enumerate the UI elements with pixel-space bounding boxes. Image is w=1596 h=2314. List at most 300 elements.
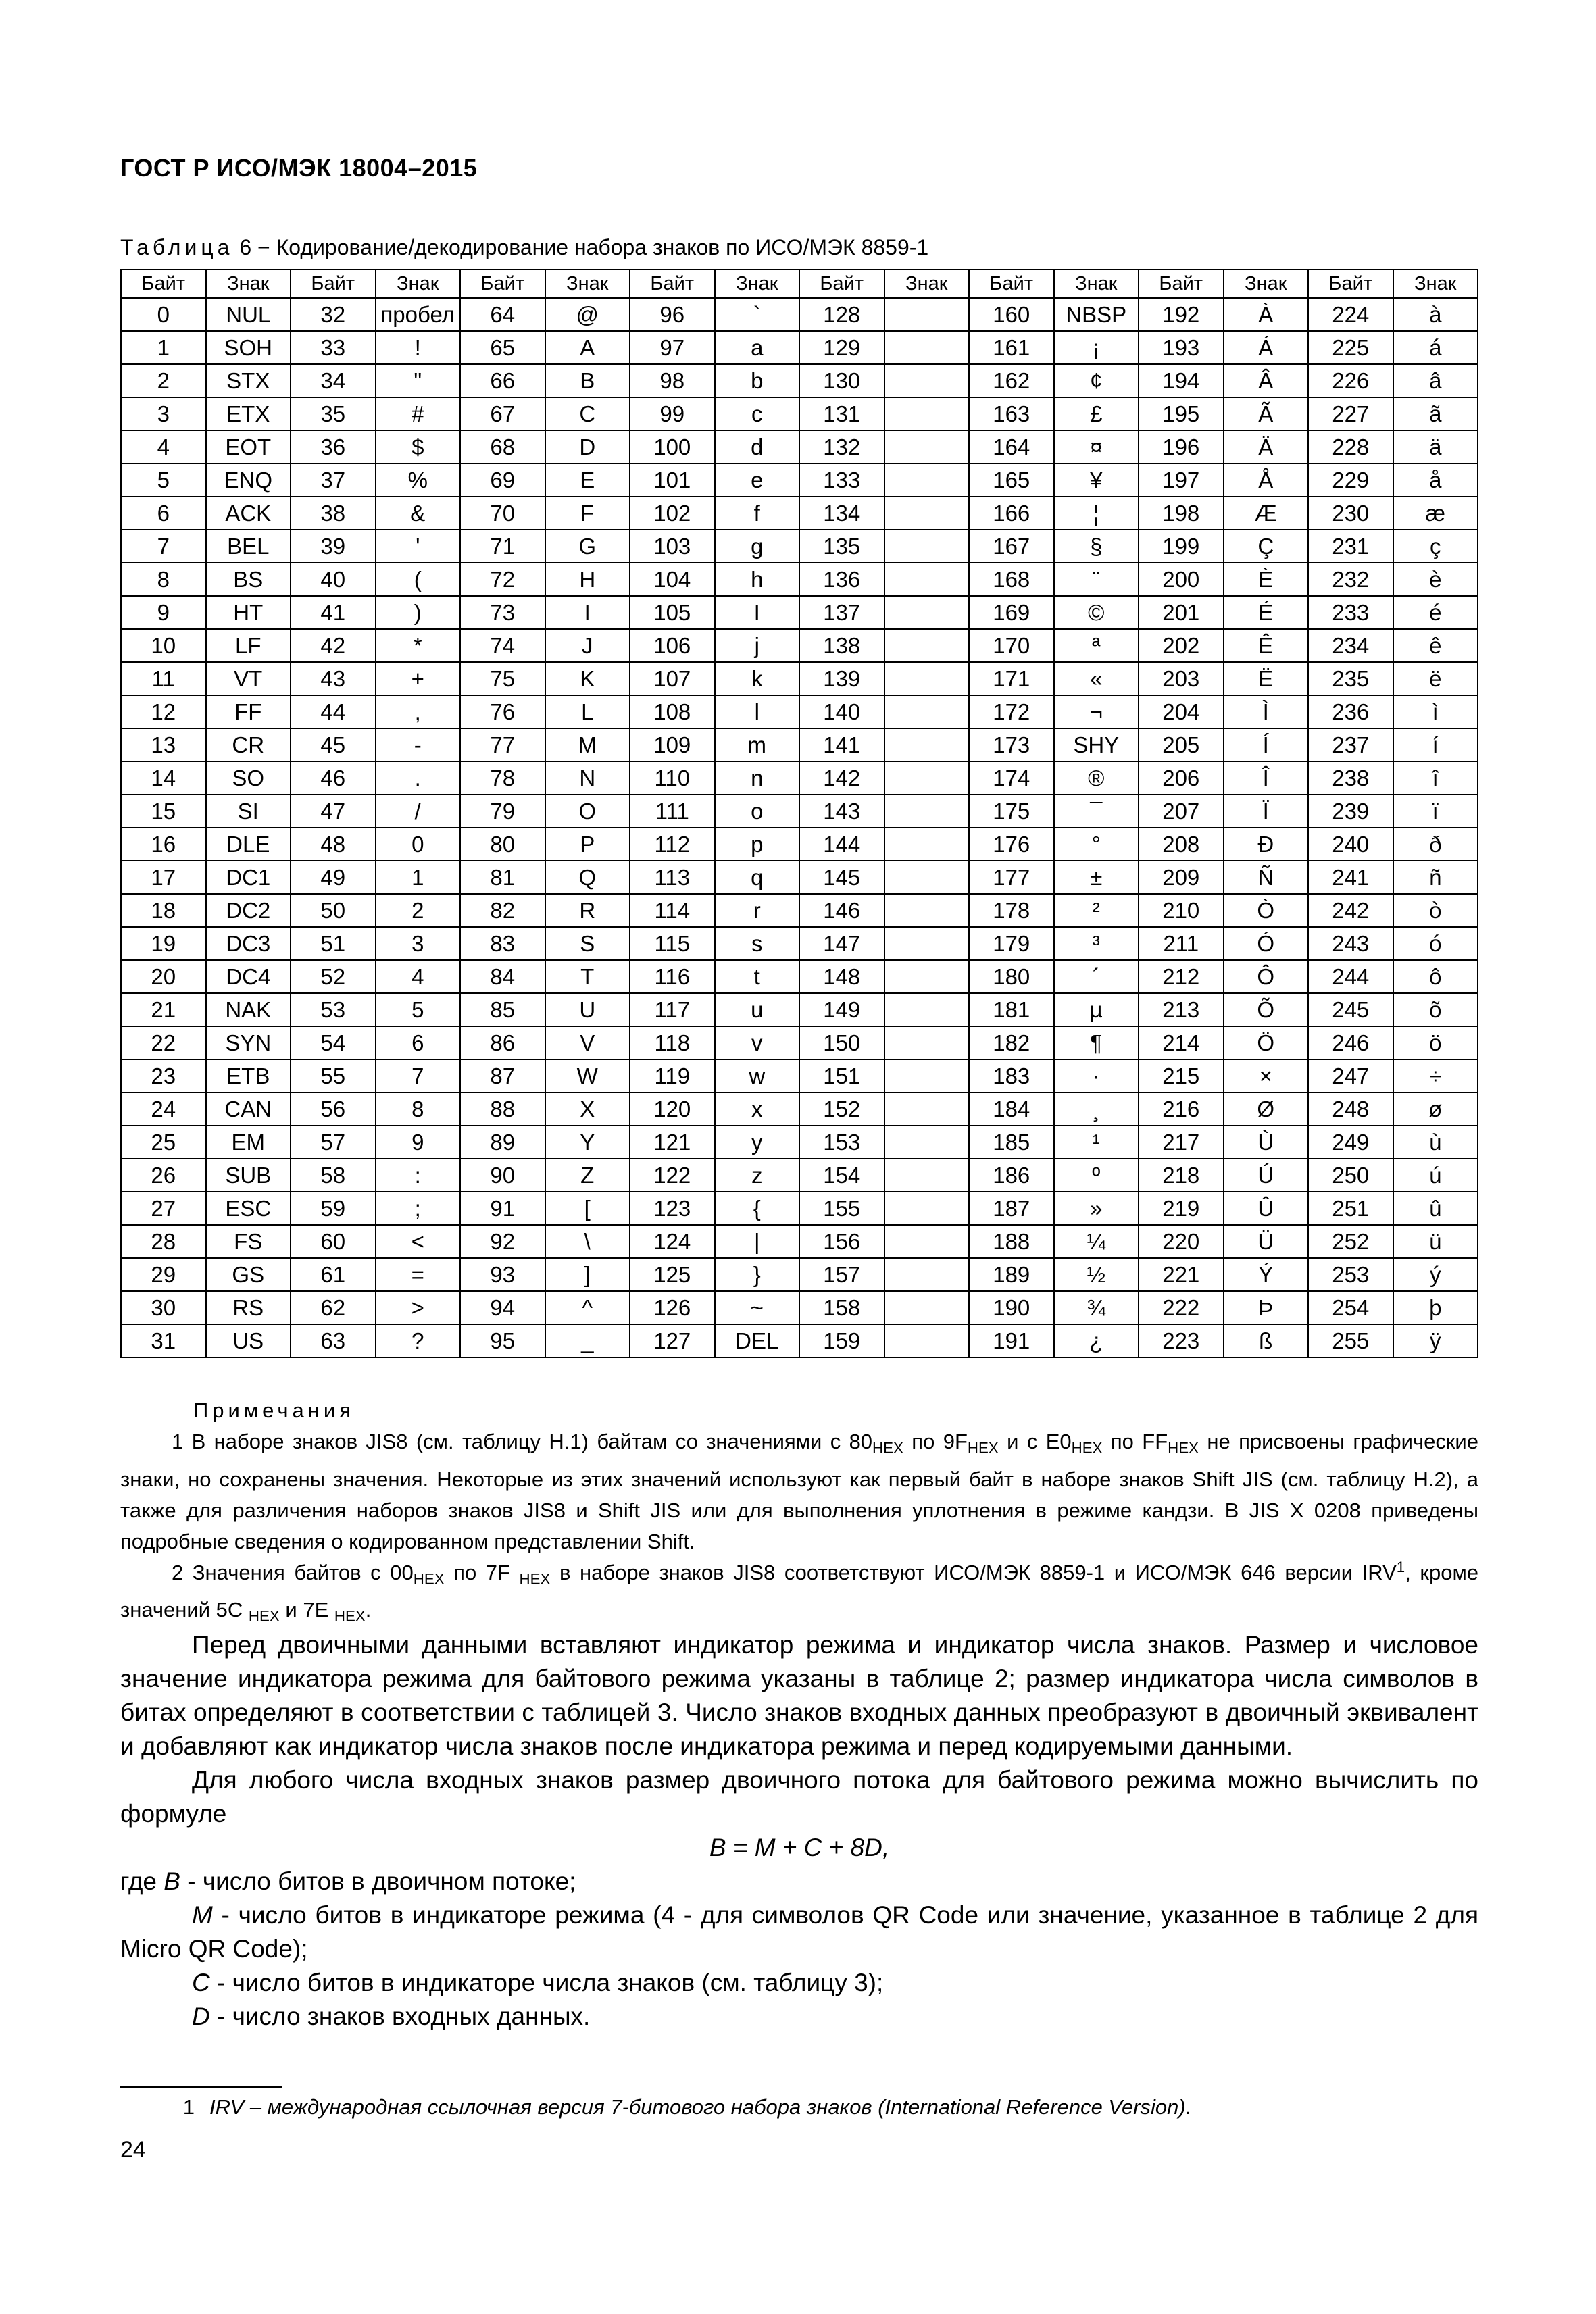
table-row — [121, 1026, 1478, 1059]
header-char: Знак — [884, 270, 970, 298]
char-cell: a — [715, 331, 800, 364]
char-cell: E — [545, 463, 630, 497]
byte-cell: 183 — [969, 1059, 1054, 1092]
note-2-text-e: и 7E — [279, 1598, 334, 1622]
char-cell: 9 — [376, 1126, 461, 1159]
byte-cell: 92 — [460, 1225, 545, 1258]
byte-cell: 86 — [460, 1026, 545, 1059]
byte-cell: 145 — [799, 861, 884, 894]
byte-cell: 163 — [969, 397, 1054, 430]
char-cell: ¾ — [1054, 1291, 1139, 1324]
byte-cell: 88 — [460, 1092, 545, 1126]
table-row — [121, 894, 1478, 927]
char-cell: q — [715, 861, 800, 894]
byte-cell: 206 — [1139, 761, 1224, 795]
char-cell: = — [376, 1258, 461, 1291]
char-cell: RS — [206, 1291, 291, 1324]
char-cell: ( — [376, 563, 461, 596]
byte-cell: 74 — [460, 629, 545, 662]
char-cell: Ü — [1224, 1225, 1309, 1258]
byte-cell: 99 — [630, 397, 715, 430]
char-cell — [884, 497, 970, 530]
char-cell: ä — [1393, 430, 1478, 463]
char-cell: c — [715, 397, 800, 430]
char-cell: X — [545, 1092, 630, 1126]
byte-cell: 25 — [121, 1126, 206, 1159]
byte-cell: 177 — [969, 861, 1054, 894]
byte-cell: 223 — [1139, 1324, 1224, 1357]
byte-cell: 202 — [1139, 629, 1224, 662]
char-cell: p — [715, 828, 800, 861]
char-cell: FS — [206, 1225, 291, 1258]
char-cell: US — [206, 1324, 291, 1357]
byte-cell: 114 — [630, 894, 715, 927]
char-cell: EM — [206, 1126, 291, 1159]
char-cell: / — [376, 795, 461, 828]
byte-cell: 100 — [630, 430, 715, 463]
byte-cell: 40 — [291, 563, 376, 596]
table-row — [121, 861, 1478, 894]
char-cell: Ú — [1224, 1159, 1309, 1192]
byte-cell: 250 — [1308, 1159, 1393, 1192]
byte-cell: 60 — [291, 1225, 376, 1258]
char-cell: EOT — [206, 430, 291, 463]
byte-cell: 152 — [799, 1092, 884, 1126]
char-cell: å — [1393, 463, 1478, 497]
char-cell: ¿ — [1054, 1324, 1139, 1357]
char-cell: ö — [1393, 1026, 1478, 1059]
byte-cell: 96 — [630, 298, 715, 331]
byte-cell: 67 — [460, 397, 545, 430]
byte-cell: 22 — [121, 1026, 206, 1059]
byte-cell: 7 — [121, 530, 206, 563]
table-row — [121, 795, 1478, 828]
byte-cell: 214 — [1139, 1026, 1224, 1059]
char-cell: Ã — [1224, 397, 1309, 430]
char-cell: \ — [545, 1225, 630, 1258]
byte-cell: 126 — [630, 1291, 715, 1324]
var-m: M — [192, 1901, 213, 1929]
byte-cell: 224 — [1308, 298, 1393, 331]
char-cell: P — [545, 828, 630, 861]
byte-cell: 91 — [460, 1192, 545, 1225]
byte-cell: 116 — [630, 960, 715, 993]
byte-cell: 19 — [121, 927, 206, 960]
note-2-text-f: . — [365, 1598, 372, 1622]
char-cell: VT — [206, 662, 291, 695]
byte-cell: 77 — [460, 728, 545, 761]
byte-cell: 169 — [969, 596, 1054, 629]
byte-cell: 141 — [799, 728, 884, 761]
char-cell: g — [715, 530, 800, 563]
char-cell: Ö — [1224, 1026, 1309, 1059]
byte-cell: 201 — [1139, 596, 1224, 629]
char-cell: D — [545, 430, 630, 463]
byte-cell: 171 — [969, 662, 1054, 695]
char-cell: DC3 — [206, 927, 291, 960]
char-cell: × — [1224, 1059, 1309, 1092]
table-row — [121, 960, 1478, 993]
char-cell: 8 — [376, 1092, 461, 1126]
char-cell: O — [545, 795, 630, 828]
byte-cell: 236 — [1308, 695, 1393, 728]
char-cell: F — [545, 497, 630, 530]
byte-cell: 213 — [1139, 993, 1224, 1026]
byte-cell: 238 — [1308, 761, 1393, 795]
byte-cell: 198 — [1139, 497, 1224, 530]
char-cell: Y — [545, 1126, 630, 1159]
table-row — [121, 1092, 1478, 1126]
byte-cell: 246 — [1308, 1026, 1393, 1059]
byte-cell: 117 — [630, 993, 715, 1026]
char-cell: ¶ — [1054, 1026, 1139, 1059]
byte-cell: 148 — [799, 960, 884, 993]
char-cell: 4 — [376, 960, 461, 993]
byte-cell: 251 — [1308, 1192, 1393, 1225]
char-cell: © — [1054, 596, 1139, 629]
byte-cell: 189 — [969, 1258, 1054, 1291]
byte-cell: 226 — [1308, 364, 1393, 397]
char-cell — [884, 927, 970, 960]
char-cell: n — [715, 761, 800, 795]
byte-cell: 185 — [969, 1126, 1054, 1159]
byte-cell: 33 — [291, 331, 376, 364]
byte-cell: 6 — [121, 497, 206, 530]
char-cell: + — [376, 662, 461, 695]
byte-cell: 18 — [121, 894, 206, 927]
char-cell: ESC — [206, 1192, 291, 1225]
char-cell: 7 — [376, 1059, 461, 1092]
byte-cell: 106 — [630, 629, 715, 662]
byte-cell: 53 — [291, 993, 376, 1026]
note-1-text-d: по FF — [1102, 1430, 1168, 1453]
table-row — [121, 1059, 1478, 1092]
byte-cell: 80 — [460, 828, 545, 861]
char-cell: À — [1224, 298, 1309, 331]
header-char: Знак — [1224, 270, 1309, 298]
char-cell: DC1 — [206, 861, 291, 894]
byte-cell: 75 — [460, 662, 545, 695]
char-cell — [884, 894, 970, 927]
char-cell: GS — [206, 1258, 291, 1291]
byte-cell: 210 — [1139, 894, 1224, 927]
char-cell: I — [545, 596, 630, 629]
char-cell — [884, 364, 970, 397]
byte-cell: 84 — [460, 960, 545, 993]
byte-cell: 71 — [460, 530, 545, 563]
byte-cell: 123 — [630, 1192, 715, 1225]
byte-cell: 95 — [460, 1324, 545, 1357]
char-cell — [884, 1225, 970, 1258]
footnote-text: IRV – международная ссылочная версия 7-битового набора знаков (International Reference Version). — [209, 2095, 1192, 2119]
byte-cell: 122 — [630, 1159, 715, 1192]
byte-cell: 205 — [1139, 728, 1224, 761]
byte-cell: 134 — [799, 497, 884, 530]
char-cell: Í — [1224, 728, 1309, 761]
char-cell: µ — [1054, 993, 1139, 1026]
char-cell: s — [715, 927, 800, 960]
byte-cell: 121 — [630, 1126, 715, 1159]
byte-cell: 61 — [291, 1258, 376, 1291]
char-cell — [884, 430, 970, 463]
header-byte: Байт — [291, 270, 376, 298]
byte-cell: 83 — [460, 927, 545, 960]
char-cell: ¥ — [1054, 463, 1139, 497]
char-cell: W — [545, 1059, 630, 1092]
note-1 — [120, 1426, 1478, 1557]
byte-cell: 248 — [1308, 1092, 1393, 1126]
header-char: Знак — [715, 270, 800, 298]
byte-cell: 102 — [630, 497, 715, 530]
byte-cell: 79 — [460, 795, 545, 828]
byte-cell: 191 — [969, 1324, 1054, 1357]
byte-cell: 253 — [1308, 1258, 1393, 1291]
byte-cell: 138 — [799, 629, 884, 662]
table-row — [121, 761, 1478, 795]
char-cell — [884, 761, 970, 795]
byte-cell: 239 — [1308, 795, 1393, 828]
char-cell: û — [1393, 1192, 1478, 1225]
byte-cell: 172 — [969, 695, 1054, 728]
byte-cell: 17 — [121, 861, 206, 894]
byte-cell: 179 — [969, 927, 1054, 960]
byte-cell: 78 — [460, 761, 545, 795]
byte-cell: 182 — [969, 1026, 1054, 1059]
byte-cell: 41 — [291, 596, 376, 629]
document-header: ГОСТ Р ИСО/МЭК 18004–2015 — [120, 154, 478, 182]
byte-cell: 2 — [121, 364, 206, 397]
byte-cell: 112 — [630, 828, 715, 861]
char-cell: DC2 — [206, 894, 291, 927]
char-cell: ¢ — [1054, 364, 1139, 397]
byte-cell: 247 — [1308, 1059, 1393, 1092]
byte-cell: 176 — [969, 828, 1054, 861]
table-row — [121, 364, 1478, 397]
char-cell: _ — [545, 1324, 630, 1357]
byte-cell: 144 — [799, 828, 884, 861]
char-cell: ô — [1393, 960, 1478, 993]
char-cell: ¦ — [1054, 497, 1139, 530]
byte-cell: 196 — [1139, 430, 1224, 463]
byte-cell: 85 — [460, 993, 545, 1026]
byte-cell: 23 — [121, 1059, 206, 1092]
byte-cell: 158 — [799, 1291, 884, 1324]
byte-cell: 166 — [969, 497, 1054, 530]
table-row — [121, 430, 1478, 463]
char-cell: Ð — [1224, 828, 1309, 861]
char-cell: H — [545, 563, 630, 596]
char-cell: STX — [206, 364, 291, 397]
where-d — [120, 2000, 1478, 2034]
byte-cell: 165 — [969, 463, 1054, 497]
byte-cell: 170 — [969, 629, 1054, 662]
char-cell: á — [1393, 331, 1478, 364]
char-cell: B — [545, 364, 630, 397]
char-cell: b — [715, 364, 800, 397]
header-byte: Байт — [969, 270, 1054, 298]
byte-cell: 135 — [799, 530, 884, 563]
byte-cell: 194 — [1139, 364, 1224, 397]
byte-cell: 94 — [460, 1291, 545, 1324]
char-cell: Ï — [1224, 795, 1309, 828]
where-m-text: - число битов в индикаторе режима (4 - для символов QR Code или значение, указанное в таблице 2 для Micro QR Code); — [120, 1901, 1478, 1963]
char-cell: í — [1393, 728, 1478, 761]
char-cell: CAN — [206, 1092, 291, 1126]
char-cell: Þ — [1224, 1291, 1309, 1324]
table-row — [121, 629, 1478, 662]
byte-cell: 27 — [121, 1192, 206, 1225]
byte-cell: 187 — [969, 1192, 1054, 1225]
var-d: D — [192, 2003, 210, 2030]
byte-cell: 119 — [630, 1059, 715, 1092]
byte-cell: 190 — [969, 1291, 1054, 1324]
char-cell: w — [715, 1059, 800, 1092]
byte-cell: 72 — [460, 563, 545, 596]
var-b: B — [164, 1867, 180, 1895]
char-cell: R — [545, 894, 630, 927]
byte-cell: 3 — [121, 397, 206, 430]
byte-cell: 234 — [1308, 629, 1393, 662]
byte-cell: 181 — [969, 993, 1054, 1026]
table-row — [121, 497, 1478, 530]
char-cell: Ò — [1224, 894, 1309, 927]
byte-cell: 8 — [121, 563, 206, 596]
byte-cell: 140 — [799, 695, 884, 728]
char-cell: 1 — [376, 861, 461, 894]
char-cell: ü — [1393, 1225, 1478, 1258]
char-cell: è — [1393, 563, 1478, 596]
char-cell: f — [715, 497, 800, 530]
byte-cell: 254 — [1308, 1291, 1393, 1324]
byte-cell: 164 — [969, 430, 1054, 463]
char-cell — [884, 1092, 970, 1126]
char-cell: o — [715, 795, 800, 828]
byte-cell: 228 — [1308, 430, 1393, 463]
page-number: 24 — [120, 2137, 146, 2163]
byte-cell: 32 — [291, 298, 376, 331]
char-cell: BS — [206, 563, 291, 596]
char-cell: » — [1054, 1192, 1139, 1225]
char-cell: Â — [1224, 364, 1309, 397]
char-cell — [884, 662, 970, 695]
byte-cell: 29 — [121, 1258, 206, 1291]
char-cell: A — [545, 331, 630, 364]
table-row — [121, 1159, 1478, 1192]
char-cell: " — [376, 364, 461, 397]
byte-cell: 219 — [1139, 1192, 1224, 1225]
char-cell: ë — [1393, 662, 1478, 695]
char-cell: K — [545, 662, 630, 695]
char-cell: ½ — [1054, 1258, 1139, 1291]
footnote-divider — [120, 2086, 282, 2088]
char-cell: Ù — [1224, 1126, 1309, 1159]
char-cell: SYN — [206, 1026, 291, 1059]
char-cell: m — [715, 728, 800, 761]
char-cell: SOH — [206, 331, 291, 364]
byte-cell: 39 — [291, 530, 376, 563]
char-cell: æ — [1393, 497, 1478, 530]
byte-cell: 207 — [1139, 795, 1224, 828]
header-char: Знак — [376, 270, 461, 298]
char-cell — [884, 695, 970, 728]
byte-cell: 143 — [799, 795, 884, 828]
char-cell: Z — [545, 1159, 630, 1192]
byte-cell: 55 — [291, 1059, 376, 1092]
char-cell: ^ — [545, 1291, 630, 1324]
char-cell: Ç — [1224, 530, 1309, 563]
table-row — [121, 298, 1478, 331]
char-cell: @ — [545, 298, 630, 331]
hex-subscript: HEX — [519, 1570, 551, 1588]
char-cell: º — [1054, 1159, 1139, 1192]
hex-subscript: HEX — [248, 1608, 280, 1626]
byte-cell: 45 — [291, 728, 376, 761]
char-cell: SUB — [206, 1159, 291, 1192]
char-cell: { — [715, 1192, 800, 1225]
header-char: Знак — [1393, 270, 1478, 298]
byte-cell: 174 — [969, 761, 1054, 795]
table-row — [121, 463, 1478, 497]
char-cell: õ — [1393, 993, 1478, 1026]
byte-cell: 159 — [799, 1324, 884, 1357]
char-cell: ³ — [1054, 927, 1139, 960]
char-cell: L — [545, 695, 630, 728]
byte-cell: 153 — [799, 1126, 884, 1159]
char-cell — [884, 331, 970, 364]
header-byte: Байт — [1139, 270, 1224, 298]
byte-cell: 225 — [1308, 331, 1393, 364]
byte-cell: 208 — [1139, 828, 1224, 861]
char-cell — [884, 563, 970, 596]
byte-cell: 98 — [630, 364, 715, 397]
formula: B = M + C + 8D, — [709, 1834, 890, 1861]
char-cell: ` — [715, 298, 800, 331]
note-2-text-b: по 7F — [444, 1560, 520, 1584]
char-cell: NUL — [206, 298, 291, 331]
note-1-text-a: 1 В наборе знаков JIS8 (см. таблицу Н.1) байтам со значениями с 80 — [172, 1430, 873, 1453]
char-cell: ) — [376, 596, 461, 629]
byte-cell: 1 — [121, 331, 206, 364]
byte-cell: 31 — [121, 1324, 206, 1357]
byte-cell: 218 — [1139, 1159, 1224, 1192]
char-cell: Q — [545, 861, 630, 894]
byte-cell: 5 — [121, 463, 206, 497]
byte-cell: 65 — [460, 331, 545, 364]
byte-cell: 76 — [460, 695, 545, 728]
note-2 — [120, 1557, 1478, 1632]
char-cell: NAK — [206, 993, 291, 1026]
char-cell: ¡ — [1054, 331, 1139, 364]
byte-cell: 229 — [1308, 463, 1393, 497]
byte-cell: 129 — [799, 331, 884, 364]
table-row — [121, 695, 1478, 728]
char-cell: t — [715, 960, 800, 993]
char-cell: ¨ — [1054, 563, 1139, 596]
note-1-text-b: по 9F — [903, 1430, 968, 1453]
header-char: Знак — [1054, 270, 1139, 298]
byte-cell: 215 — [1139, 1059, 1224, 1092]
char-cell: d — [715, 430, 800, 463]
byte-cell: 30 — [121, 1291, 206, 1324]
char-cell: ñ — [1393, 861, 1478, 894]
header-char: Знак — [206, 270, 291, 298]
char-cell: ì — [1393, 695, 1478, 728]
char-cell: M — [545, 728, 630, 761]
char-cell: ; — [376, 1192, 461, 1225]
char-cell: Î — [1224, 761, 1309, 795]
table-row — [121, 662, 1478, 695]
char-cell: 3 — [376, 927, 461, 960]
